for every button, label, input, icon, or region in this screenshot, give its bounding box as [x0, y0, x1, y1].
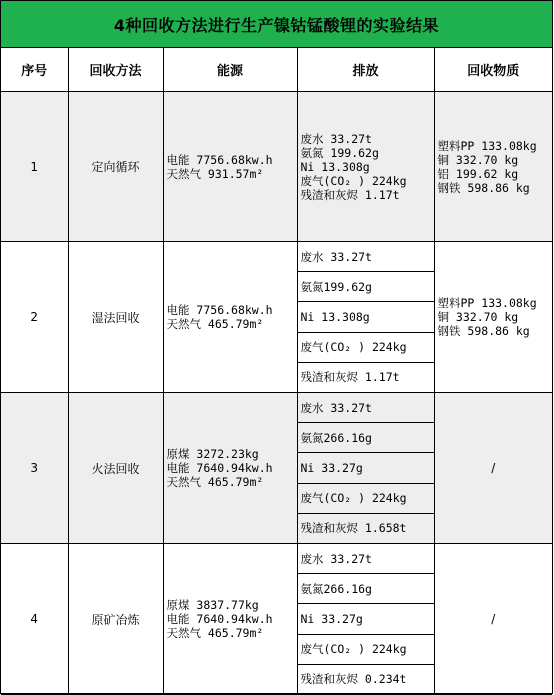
row-method: 火法回收 — [68, 393, 163, 544]
row-emissions — [297, 92, 434, 242]
recovered-line: 铝 199.62 kg — [437, 166, 519, 181]
row-method: 湿法回收 — [68, 242, 163, 393]
header-emissions: 排放 — [297, 48, 434, 92]
row-energy — [163, 92, 297, 242]
emission-line: 废气(CO₂ ) 224kg — [298, 484, 434, 514]
table-row — [1, 544, 552, 695]
recovered-line: 钢铁 598.86 kg — [437, 324, 530, 338]
row-recovered — [434, 242, 552, 393]
row-emissions — [297, 242, 434, 393]
emission-line: 残渣和灰烬 0.234t — [300, 672, 407, 687]
emission-line: Ni 13.308g — [300, 159, 370, 174]
recovered-line: 钢铁 598.86 kg — [437, 180, 530, 195]
row-energy — [163, 242, 297, 393]
row-energy — [163, 544, 297, 695]
emission-line: 残渣和灰烬 1.17t — [300, 187, 400, 202]
energy-line: 天然气 465.79m² — [166, 317, 264, 331]
emission-line: 残渣和灰烬 1.17t — [300, 370, 400, 385]
energy-line: 天然气 465.79m² — [166, 475, 264, 489]
emission-line: 氨氮 199.62g — [300, 145, 379, 160]
energy-line: 电能 7756.68kw.h — [166, 152, 273, 167]
table-row — [1, 393, 552, 544]
row-recovered: / — [434, 544, 552, 695]
emission-line: Ni 33.27g — [298, 604, 434, 634]
table-title: 4种回收方法进行生产镍钴锰酸锂的实验结果 — [1, 1, 552, 48]
row-emissions — [297, 393, 434, 544]
emission-line: 废气(CO₂ ) 224kg — [298, 635, 434, 665]
header-row — [1, 48, 552, 92]
row-method: 原矿冶炼 — [68, 544, 163, 695]
row-number: 3 — [1, 393, 68, 544]
energy-line: 电能 7640.94kw.h — [166, 612, 273, 626]
emission-line: 废水 33.27t — [298, 393, 434, 423]
header-method: 回收方法 — [68, 48, 163, 92]
row-method: 定向循环 — [68, 92, 163, 242]
emission-line: 氨氮266.16g — [298, 423, 434, 453]
row-recovered: / — [434, 393, 552, 544]
energy-line: 原煤 3837.77kg — [166, 598, 259, 612]
recovered-line: 塑料PP 133.08kg — [437, 138, 537, 153]
recovered-line: 铜 332.70 kg — [437, 152, 519, 167]
row-recovered — [434, 92, 552, 242]
header-energy: 能源 — [163, 48, 297, 92]
emission-line: 废气(CO₂ ) 224kg — [298, 333, 434, 363]
table-row — [1, 92, 552, 242]
row-number: 4 — [1, 544, 68, 695]
energy-line: 原煤 3272.23kg — [166, 447, 259, 461]
emission-line: 残渣和灰烬 1.658t — [300, 521, 407, 536]
recovered-line: 塑料PP 133.08kg — [437, 296, 537, 310]
energy-line: 电能 7640.94kw.h — [166, 461, 273, 475]
row-energy — [163, 393, 297, 544]
energy-line: 电能 7756.68kw.h — [166, 303, 273, 317]
header-no: 序号 — [1, 48, 68, 92]
emission-line: 氨氮266.16g — [298, 574, 434, 604]
emission-line: 氨氮199.62g — [298, 272, 434, 302]
results-table — [1, 48, 552, 695]
header-recovered: 回收物质 — [434, 48, 552, 92]
emission-line: 废水 33.27t — [298, 544, 434, 574]
emission-line: Ni 13.308g — [298, 302, 434, 332]
table-row — [1, 242, 552, 393]
energy-line: 天然气 931.57m² — [166, 166, 264, 181]
row-emissions — [297, 544, 434, 695]
emission-line: 废水 33.27t — [300, 131, 372, 146]
energy-line: 天然气 465.79m² — [166, 626, 264, 640]
emission-line: 废气(CO₂ ) 224kg — [300, 173, 407, 188]
emission-line: 废水 33.27t — [298, 242, 434, 272]
row-number: 1 — [1, 92, 68, 242]
emission-line: Ni 33.27g — [298, 453, 434, 483]
recovered-line: 铜 332.70 kg — [437, 310, 519, 324]
row-number: 2 — [1, 242, 68, 393]
